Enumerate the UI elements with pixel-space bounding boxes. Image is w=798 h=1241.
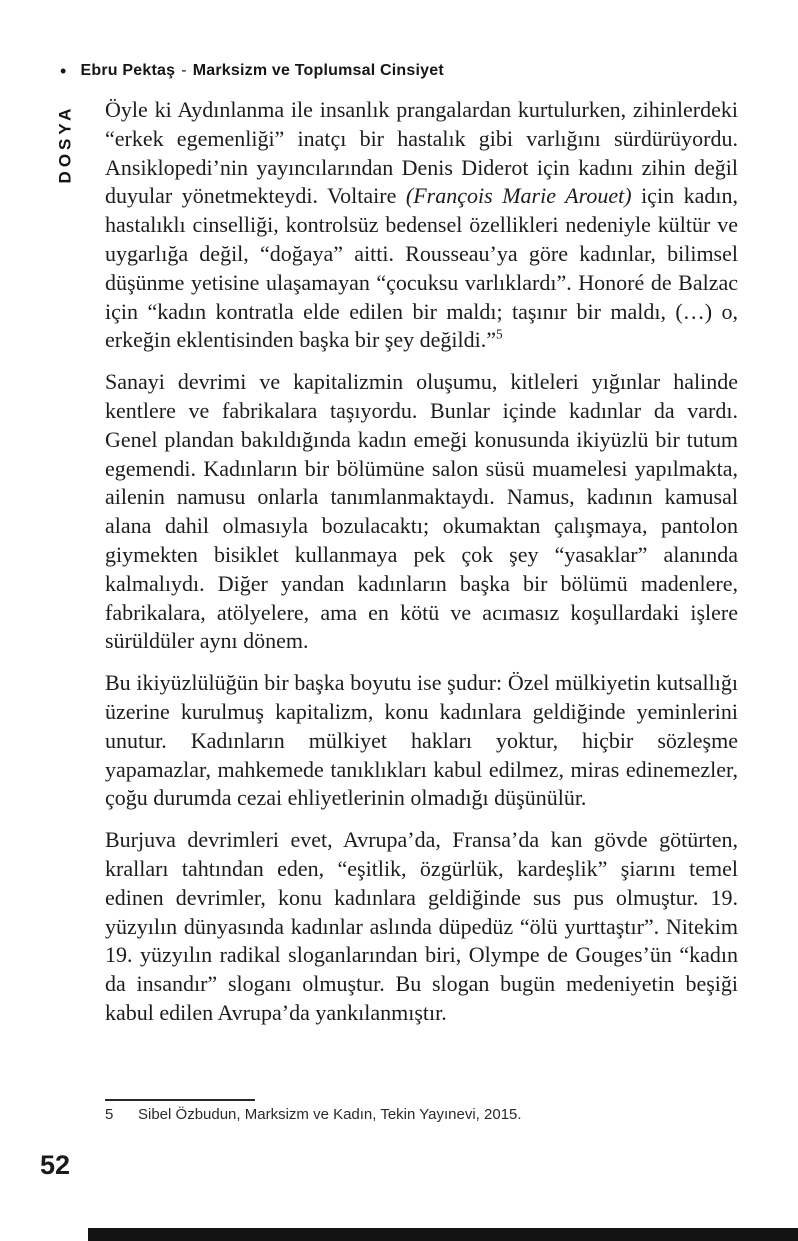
header-separator: - — [181, 62, 187, 79]
body-text-column — [105, 96, 738, 1096]
bullet-icon: • — [60, 61, 67, 81]
header-book-title: Marksizm ve Toplumsal Cinsiyet — [192, 62, 444, 79]
footnote-reference-5: 5 — [496, 327, 503, 343]
footnote — [105, 1106, 738, 1123]
header-author: Ebru Pektaş — [80, 62, 176, 79]
bottom-band — [88, 1228, 798, 1241]
running-header — [60, 62, 444, 80]
section-label-vertical: DOSYA — [55, 104, 74, 184]
paragraph-1-text-cont: için kadın, hastalıklı cinselliği, kontrolsüz bedensel özellikleri nedeniyle kültür ve uygarlığa değil, “doğaya” aitti. Rousseau’ya göre kadınlar, bilimsel düşünme yetisine ulaşamayan “çocuksu varlıklardı”. Honoré de Balzac için “kadın kontratla elde edilen bir maldı; taşınır bir maldı, (…) o, erkeğin eklentisinden başka bir şey değildi.” — [105, 183, 738, 353]
paragraph-4: Burjuva devrimleri evet, Avrupa’da, Fransa’da kan gövde götürten, kralları tahtından eden, “eşitlik, özgürlük, kardeşlik” şiarını temel edinen devrimler, konu kadınlara geldiğinde sus pus olmuştur. 19. yüzyılın dünyasında kadınlar aslında düpedüz “ölü yurttaştır”. Nitekim 19. yüzyılın radikal sloganlarından biri, Olympe de Gouges’ün “kadın da insandır” sloganı olmuştur. Bu slogan bugün medeniyetin beşiği kabul edilen Avrupa’da yankılanmıştır. — [105, 827, 738, 1025]
footnote-text: Sibel Özbudun, Marksizm ve Kadın, Tekin Yayınevi, 2015. — [138, 1106, 522, 1123]
paragraph-1 — [105, 96, 738, 355]
footnote-number: 5 — [105, 1106, 114, 1123]
paragraph-3: Bu ikiyüzlülüğün bir başka boyutu ise şudur: Özel mülkiyetin kutsallığı üzerine kurulmuş kapitalizm, konu kadınlara geldiğinde yeminlerini unutur. Kadınların mülkiyet hakları yoktur, hiçbir sözleşme yapamazlar, mahkemede tanıklıkları kabul edilmez, miras edinemezler, çoğu durumda cezai ehliyetlerinin olmadığı düşünülür. — [105, 670, 738, 811]
footnote-divider — [105, 1099, 255, 1101]
paragraph-1-text: Öyle ki Aydınlanma ile insanlık prangalardan kurtulurken, zihinlerdeki “erkek egemenliği” inatçı bir hastalık gibi varlığını sürdürüyordu. Ansiklopedi’nin yayıncılarından Denis Diderot için kadını zihin değil duyular yönetmekteydi. Voltaire — [105, 97, 738, 209]
paragraph-2: Sanayi devrimi ve kapitalizmin oluşumu, kitleleri yığınlar halinde kentlere ve fabrikalara taşıyordu. Bunlar içinde kadınlar da vardı. Genel plandan bakıldığında kadın emeği konusunda ikiyüzlü bir tutum egemendi. Kadınların bir bölümüne salon süsü muamelesi yapılmakta, ailenin namusu onlarla tanımlanmaktaydı. Namus, kadının kamusal alana dahil olmasıyla bozulacaktı; okumaktan çalışmaya, pantolon giymekten bisiklet kullanmaya pek çok şey “yasaklar” alanında kalmalıydı. Diğer yandan kadınların başka bir bölümü madenlere, fabrikalara, atölyelere, ama en kötü ve acımasız koşullardaki işlere sürüldüler aynı dönem. — [105, 369, 738, 654]
section-strip — [51, 92, 79, 196]
paragraph-1-italic-name: (François Marie Arouet) — [405, 183, 632, 209]
page-number: 52 — [40, 1150, 71, 1180]
